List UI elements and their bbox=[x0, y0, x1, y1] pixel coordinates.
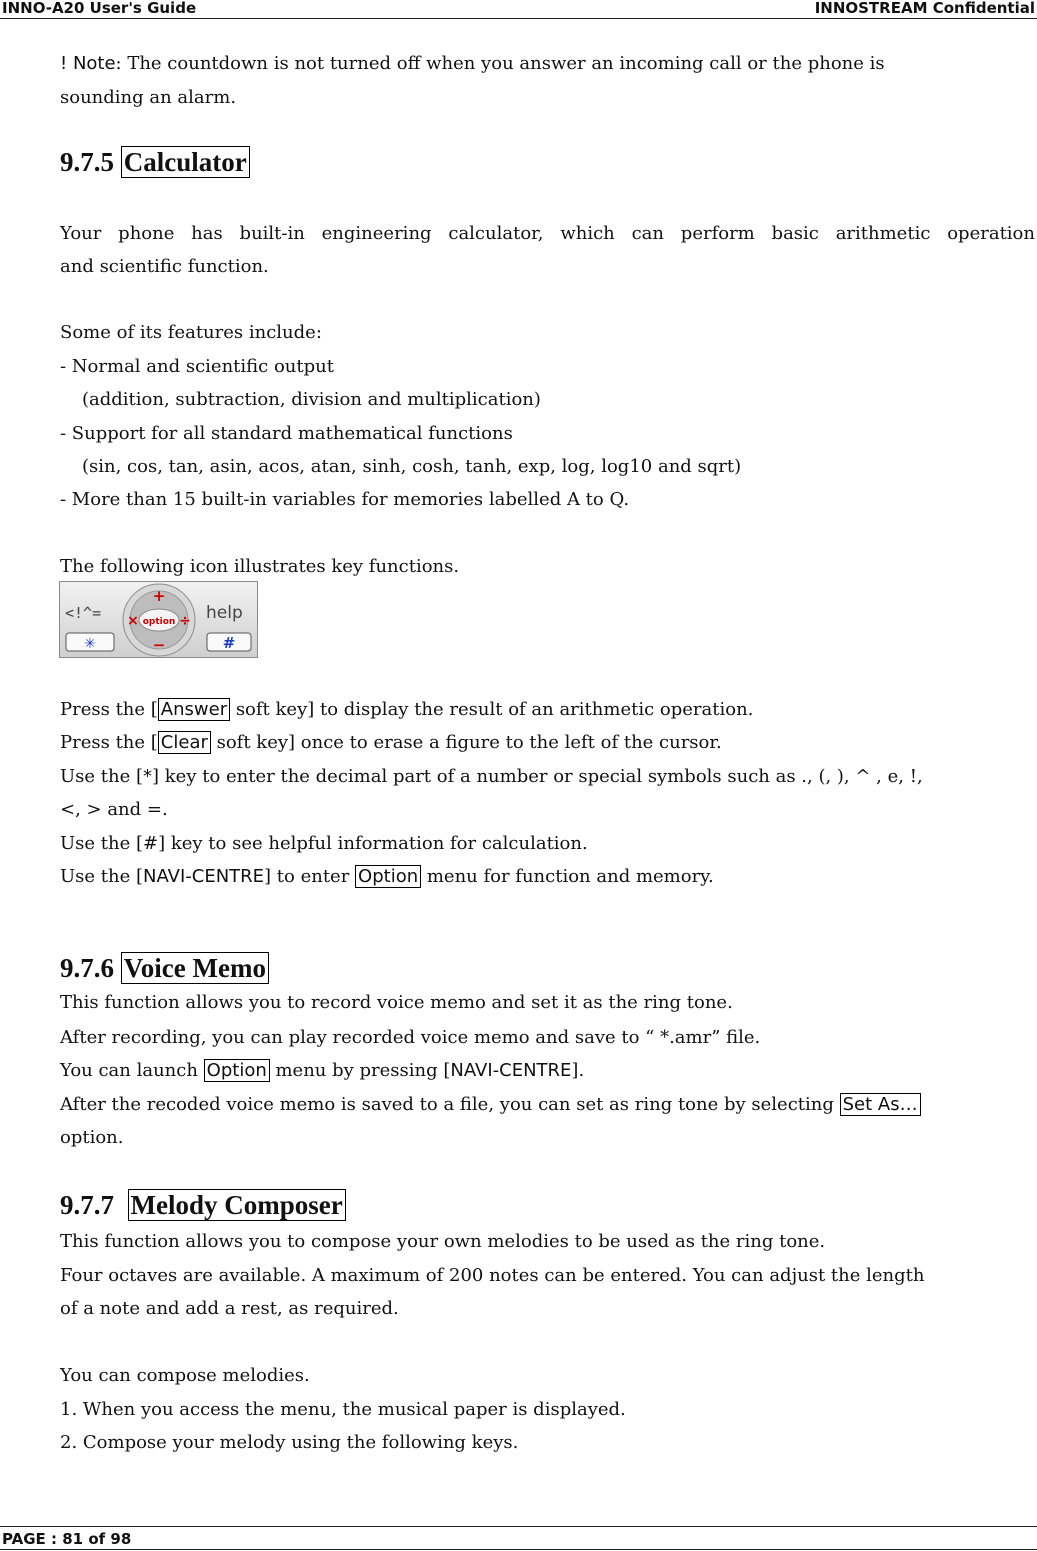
clear-soft-key: Clear bbox=[158, 731, 211, 754]
voice-line-1: This function allows you to record voice memo and set it as the ring tone. bbox=[60, 992, 733, 1013]
voice-set-line-2: option. bbox=[60, 1127, 124, 1148]
key-icon-graphic bbox=[60, 582, 257, 657]
set-as-option-ref: Set As… bbox=[840, 1093, 921, 1116]
heading-calculator: 9.7.5 Calculator bbox=[60, 145, 250, 179]
header-confidential: INNOSTREAM Confidential bbox=[814, 0, 1035, 17]
hash-key-line: Use the [#] key to see helpful information for calculation. bbox=[60, 833, 588, 854]
option-menu-ref: Option bbox=[355, 865, 421, 888]
feature-1-detail: (addition, subtraction, division and multiplication) bbox=[82, 389, 541, 410]
voice-line-2: After recording, you can play recorded voice memo and save to “ *.amr” file. bbox=[60, 1027, 761, 1048]
press-answer-line: Press the [ Answer soft key] to display the result of an arithmetic operation. bbox=[60, 699, 754, 720]
heading-voice-memo: 9.7.6 Voice Memo bbox=[60, 951, 269, 985]
voice-navi-ref: NAVI-CENTRE bbox=[450, 1060, 572, 1081]
icon-intro: The following icon illustrates key functions. bbox=[60, 556, 460, 577]
page-header bbox=[0, 0, 1037, 19]
answer-soft-key: Answer bbox=[158, 698, 230, 721]
feature-2: - Support for all standard mathematical functions bbox=[60, 423, 513, 444]
features-intro: Some of its features include: bbox=[60, 322, 322, 343]
voice-launch-line: You can launch Option menu by pressing [NAVI-CENTRE]. bbox=[60, 1060, 585, 1081]
footer-rule-top bbox=[0, 1526, 1037, 1527]
press-clear-line: Press the [ Clear soft key] once to erase a figure to the left of the cursor. bbox=[60, 732, 722, 753]
navi-centre-ref: NAVI-CENTRE bbox=[143, 866, 265, 887]
heading-voice-memo-title: Voice Memo bbox=[121, 952, 269, 984]
calculator-key-icon bbox=[59, 581, 258, 658]
minus-key-icon: − bbox=[152, 636, 166, 654]
navi-option-text: option bbox=[142, 617, 176, 627]
page-number: PAGE : 81 of 98 bbox=[2, 1530, 132, 1548]
heading-calculator-title: Calculator bbox=[121, 146, 250, 178]
hash-key-ref: # bbox=[143, 833, 159, 854]
header-doc-title: INNO-A20 User's Guide bbox=[2, 0, 197, 17]
note-line-2: sounding an alarm. bbox=[60, 87, 237, 108]
melody-step-2: 2. Compose your melody using the following keys. bbox=[60, 1432, 519, 1453]
feature-1: - Normal and scientific output bbox=[60, 356, 334, 377]
heading-melody-composer-title: Melody Composer bbox=[128, 1189, 346, 1221]
footer-rule-bottom bbox=[0, 1549, 1037, 1550]
note-line-1: ! Note: The countdown is not turned off when you answer an incoming call or the phone is bbox=[60, 53, 885, 74]
melody-line-4: You can compose melodies. bbox=[60, 1365, 310, 1386]
calc-intro-1: Your phone has built-in engineering calculator, which can perform basic arithmetic operation bbox=[60, 223, 1035, 244]
plus-key-icon: + bbox=[152, 587, 166, 605]
times-key-icon: × bbox=[127, 613, 139, 629]
divide-key-icon: ÷ bbox=[179, 613, 191, 629]
star-key-icon: ✳ bbox=[84, 636, 96, 652]
navi-line: Use the [NAVI-CENTRE] to enter Option menu for function and memory. bbox=[60, 866, 714, 887]
melody-line-3: of a note and add a rest, as required. bbox=[60, 1298, 399, 1319]
key-icon-help-text: help bbox=[206, 603, 243, 623]
key-icon-left-text: <!^= bbox=[65, 604, 102, 622]
voice-set-line: After the recoded voice memo is saved to a file, you can set as ring tone by selecting Set As… bbox=[60, 1094, 921, 1116]
feature-3: - More than 15 built-in variables for memories labelled A to Q. bbox=[60, 489, 630, 510]
note-label: ! Note bbox=[60, 53, 116, 74]
star-key-line-2: <, > and =. bbox=[60, 799, 168, 820]
star-key-line-1: Use the [*] key to enter the decimal part of a number or special symbols such as ., (, ), ^ , e, !, bbox=[60, 766, 923, 787]
calc-intro-2: and scientific function. bbox=[60, 256, 269, 277]
melody-line-1: This function allows you to compose your own melodies to be used as the ring tone. bbox=[60, 1231, 826, 1252]
feature-2-detail: (sin, cos, tan, asin, acos, atan, sinh, cosh, tanh, exp, log, log10 and sqrt) bbox=[82, 456, 742, 477]
voice-option-ref: Option bbox=[204, 1059, 270, 1082]
heading-melody-composer: 9.7.7 Melody Composer bbox=[60, 1188, 346, 1222]
melody-step-1: 1. When you access the menu, the musical paper is displayed. bbox=[60, 1399, 626, 1420]
star-key-ref: * bbox=[143, 766, 153, 787]
melody-line-2: Four octaves are available. A maximum of 200 notes can be entered. You can adjust the length bbox=[60, 1265, 925, 1286]
hash-key-icon: # bbox=[222, 634, 236, 652]
